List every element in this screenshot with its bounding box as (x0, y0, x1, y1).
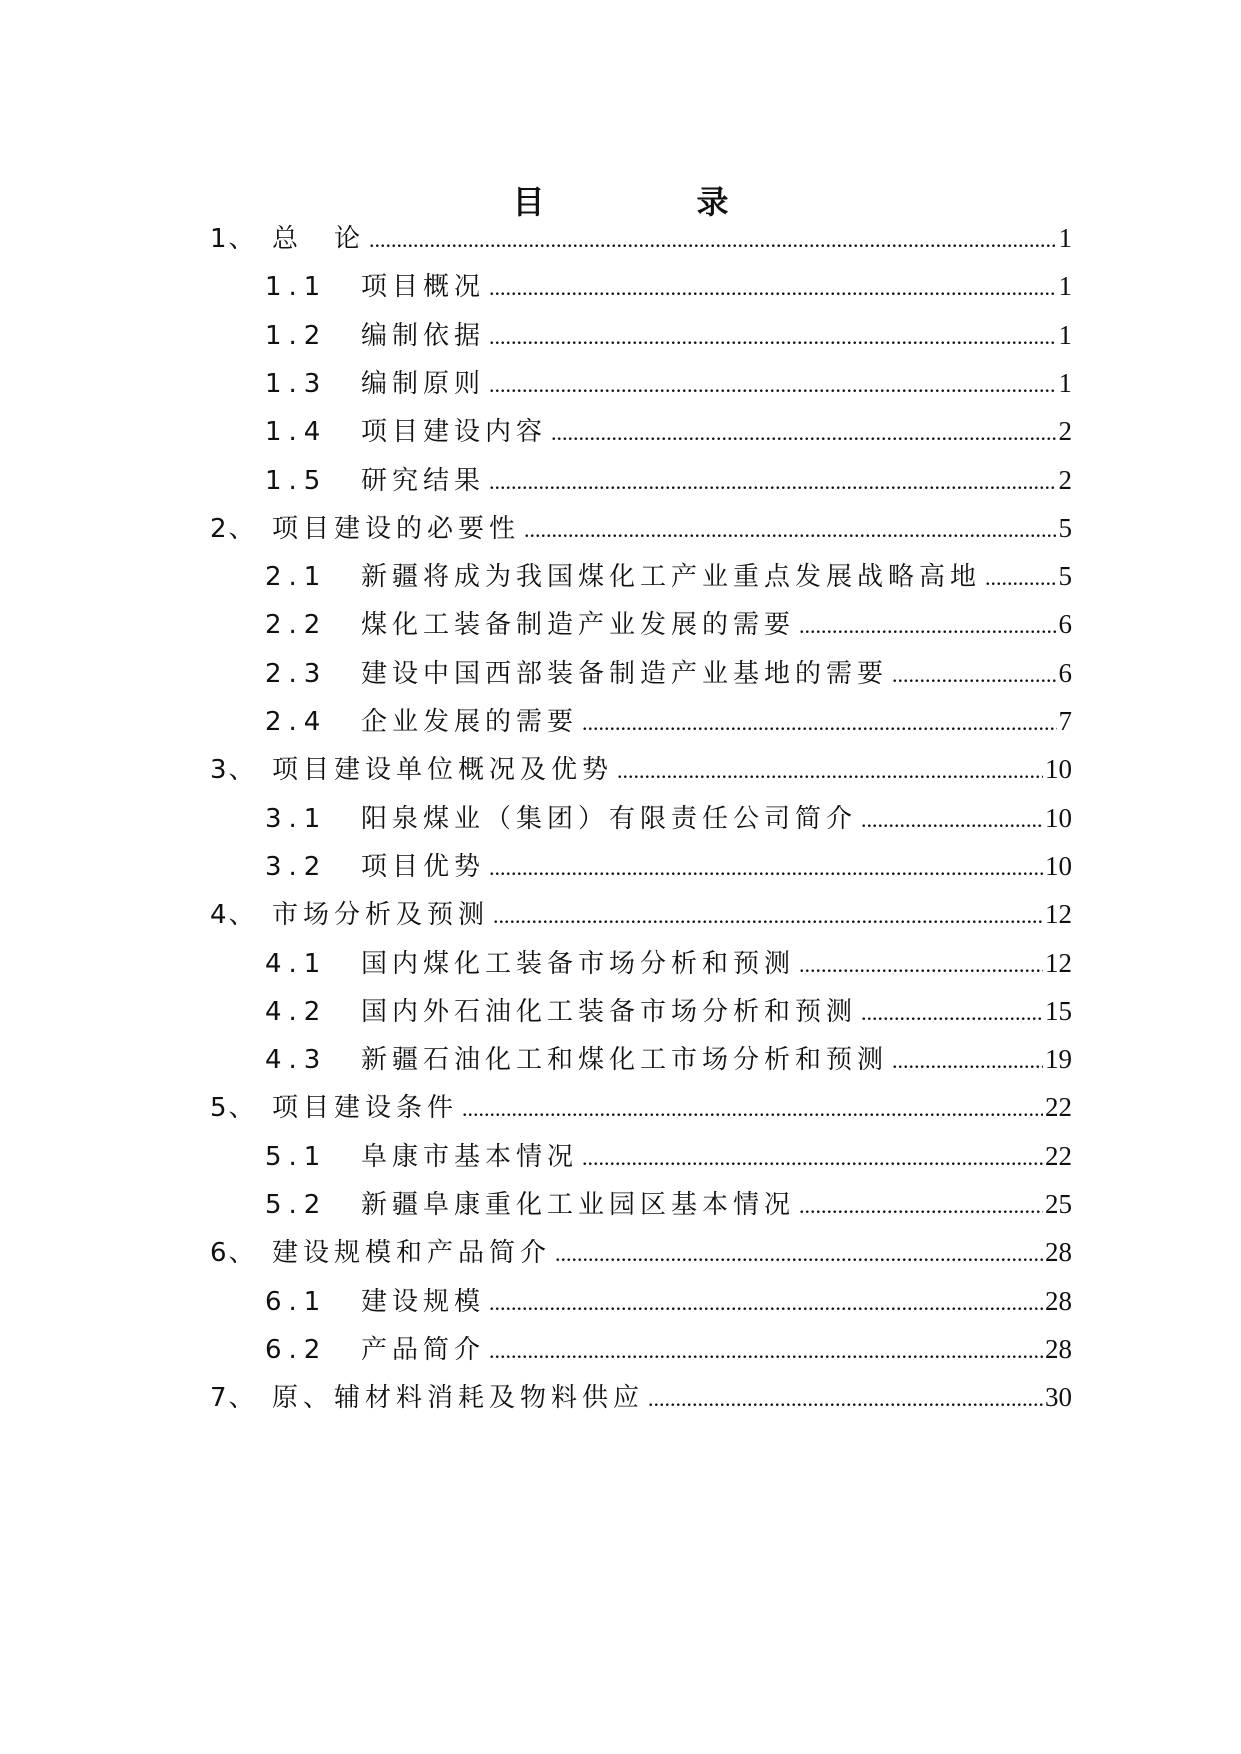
toc-page-number: 5 (1058, 561, 1072, 592)
toc-page-number: 30 (1045, 1382, 1072, 1413)
toc-entry-number: 5.2 (265, 1190, 328, 1220)
toc-dot-leader (524, 508, 1056, 552)
toc-entry-title: 研究结果 (361, 465, 486, 496)
toc-section-row[interactable] (265, 409, 1072, 453)
toc-section-row[interactable] (265, 699, 1072, 743)
toc-entry-number: 1、 (210, 224, 257, 254)
toc-entry-number: 4.3 (265, 1045, 328, 1076)
toc-section-row[interactable] (265, 1037, 1072, 1081)
toc-dot-leader (489, 846, 1043, 890)
toc-dot-leader (489, 315, 1056, 359)
toc-entry-title: 原、辅材料消耗及物料供应 (272, 1383, 645, 1414)
toc-entry-number: 3、 (210, 755, 257, 786)
toc-entry-title: 项目建设条件 (272, 1093, 459, 1124)
toc-dot-leader (493, 894, 1043, 938)
toc-entry-number: 5、 (210, 1093, 257, 1124)
toc-entry-title: 建设规模 (361, 1286, 486, 1317)
toc-dot-leader (582, 701, 1056, 745)
toc-entry-number: 3.1 (265, 803, 328, 834)
toc-page-number: 10 (1045, 802, 1072, 833)
toc-page-number: 28 (1045, 1285, 1072, 1316)
toc-entry-title: 编制原则 (361, 368, 486, 399)
toc-dot-leader (369, 218, 1056, 262)
toc-section-row[interactable] (265, 1327, 1072, 1371)
toc-entry-number: 2.1 (265, 562, 328, 593)
toc-dot-leader (799, 943, 1043, 987)
toc-chapter-row[interactable] (210, 216, 1072, 260)
page-title: 目 录 (512, 183, 789, 221)
toc-page-number: 1 (1058, 367, 1072, 398)
toc-section-row[interactable] (265, 602, 1072, 646)
toc-page-number: 28 (1045, 1237, 1072, 1268)
toc-entry-title: 总 论 (272, 224, 366, 254)
toc-dot-leader (489, 1281, 1043, 1325)
toc-section-row[interactable] (265, 1134, 1072, 1178)
toc-entry-title: 建设中国西部装备制造产业基地的需要 (361, 658, 889, 689)
toc-entry-title: 项目优势 (361, 851, 486, 882)
toc-dot-leader (489, 1329, 1043, 1373)
toc-chapter-row[interactable] (210, 892, 1072, 936)
toc-page-number: 10 (1045, 850, 1072, 881)
toc-page-number: 15 (1045, 995, 1072, 1026)
toc-entry-number: 2.4 (265, 707, 328, 737)
toc-chapter-row[interactable] (210, 1085, 1072, 1129)
toc-page-number: 25 (1045, 1189, 1072, 1219)
toc-entry-number: 1.5 (265, 465, 328, 496)
toc-dot-leader (489, 266, 1056, 310)
toc-section-row[interactable] (265, 844, 1072, 888)
toc-section-row[interactable] (265, 989, 1072, 1033)
toc-entry-number: 2、 (210, 513, 257, 544)
toc-section-row[interactable] (265, 361, 1072, 405)
toc-entry-title: 项目概况 (361, 272, 486, 303)
toc-page-number: 1 (1058, 271, 1072, 302)
toc-section-row[interactable] (265, 1279, 1072, 1323)
toc-entry-number: 1.1 (265, 272, 328, 303)
toc-page-number: 1 (1058, 319, 1072, 350)
toc-page-number: 12 (1045, 899, 1072, 930)
toc-page-number: 6 (1058, 657, 1072, 688)
toc-page-number: 22 (1045, 1092, 1072, 1123)
toc-entry-title: 企业发展的需要 (361, 707, 579, 737)
toc-entry-number: 6.2 (265, 1334, 328, 1365)
toc-section-row[interactable] (265, 264, 1072, 308)
toc-dot-leader (861, 798, 1043, 842)
toc-entry-number: 1.3 (265, 368, 328, 399)
toc-section-row[interactable] (265, 796, 1072, 840)
toc-entry-title: 煤化工装备制造产业发展的需要 (361, 610, 796, 641)
toc-entry-title: 国内煤化工装备市场分析和预测 (361, 948, 796, 979)
toc-entry-number: 3.2 (265, 851, 328, 882)
toc-entry-number: 5.1 (265, 1141, 328, 1172)
toc-dot-leader (892, 1039, 1043, 1083)
toc-entry-title: 项目建设单位概况及优势 (272, 755, 614, 786)
toc-entry-number: 4.2 (265, 996, 328, 1027)
toc-entry-number: 6.1 (265, 1286, 328, 1317)
toc-dot-leader (489, 363, 1056, 407)
toc-page-number: 6 (1058, 609, 1072, 640)
toc-entry-number: 1.4 (265, 417, 328, 448)
toc-entry-title: 编制依据 (361, 320, 486, 351)
toc-dot-leader (861, 991, 1043, 1035)
toc-entry-number: 4.1 (265, 948, 328, 979)
toc-entry-title: 市场分析及预测 (272, 900, 490, 931)
toc-dot-leader (555, 1232, 1043, 1276)
toc-entry-title: 新疆石油化工和煤化工市场分析和预测 (361, 1045, 889, 1076)
toc-entry-title: 产品简介 (361, 1334, 486, 1365)
toc-section-row[interactable] (265, 554, 1072, 598)
toc-dot-leader (551, 411, 1056, 455)
toc-section-row[interactable] (265, 651, 1072, 695)
toc-section-row[interactable] (265, 941, 1072, 985)
toc-entry-number: 2.2 (265, 610, 328, 641)
toc-entry-number: 6、 (210, 1238, 257, 1269)
toc-dot-leader (648, 1377, 1043, 1421)
toc-chapter-row[interactable] (210, 747, 1072, 791)
toc-page-number: 10 (1045, 754, 1072, 785)
toc-dot-leader (489, 460, 1056, 504)
toc-entry-number: 2.3 (265, 658, 328, 689)
toc-entry-number: 7、 (210, 1383, 257, 1414)
toc-dot-leader (892, 653, 1056, 697)
toc-entry-title: 阜康市基本情况 (361, 1141, 579, 1172)
toc-page-number: 2 (1058, 416, 1072, 447)
toc-dot-leader (799, 604, 1056, 648)
toc-entry-title: 国内外石油化工装备市场分析和预测 (361, 996, 858, 1027)
toc-chapter-row[interactable] (210, 1375, 1072, 1419)
toc-entry-number: 1.2 (265, 320, 328, 351)
toc-entry-title: 项目建设的必要性 (272, 513, 521, 544)
toc-chapter-row[interactable] (210, 1230, 1072, 1274)
toc-page-number: 1 (1058, 223, 1072, 253)
toc-page-number: 19 (1045, 1044, 1072, 1075)
toc-dot-leader (799, 1184, 1043, 1228)
toc-entry-title: 建设规模和产品简介 (272, 1238, 552, 1269)
toc-section-row[interactable] (265, 1182, 1072, 1226)
toc-dot-leader (985, 556, 1056, 600)
toc-entry-title: 阳泉煤业（集团）有限责任公司简介 (361, 803, 858, 834)
toc-page-number: 2 (1058, 464, 1072, 495)
toc-page-number: 7 (1058, 706, 1072, 736)
toc-entry-title: 新疆将成为我国煤化工产业重点发展战略高地 (361, 562, 982, 593)
toc-page-number: 28 (1045, 1333, 1072, 1364)
toc-entry-number: 4、 (210, 900, 257, 931)
toc-entry-title: 新疆阜康重化工业园区基本情况 (361, 1190, 796, 1220)
toc-chapter-row[interactable] (210, 506, 1072, 550)
toc-entry-title: 项目建设内容 (361, 417, 548, 448)
toc-dot-leader (582, 1136, 1043, 1180)
toc-section-row[interactable] (265, 458, 1072, 502)
toc-dot-leader (617, 749, 1043, 793)
toc-section-row[interactable] (265, 313, 1072, 357)
toc-page-number: 22 (1045, 1140, 1072, 1171)
toc-page-number: 12 (1045, 947, 1072, 978)
toc-dot-leader (462, 1087, 1043, 1131)
toc-page-number: 5 (1058, 512, 1072, 543)
